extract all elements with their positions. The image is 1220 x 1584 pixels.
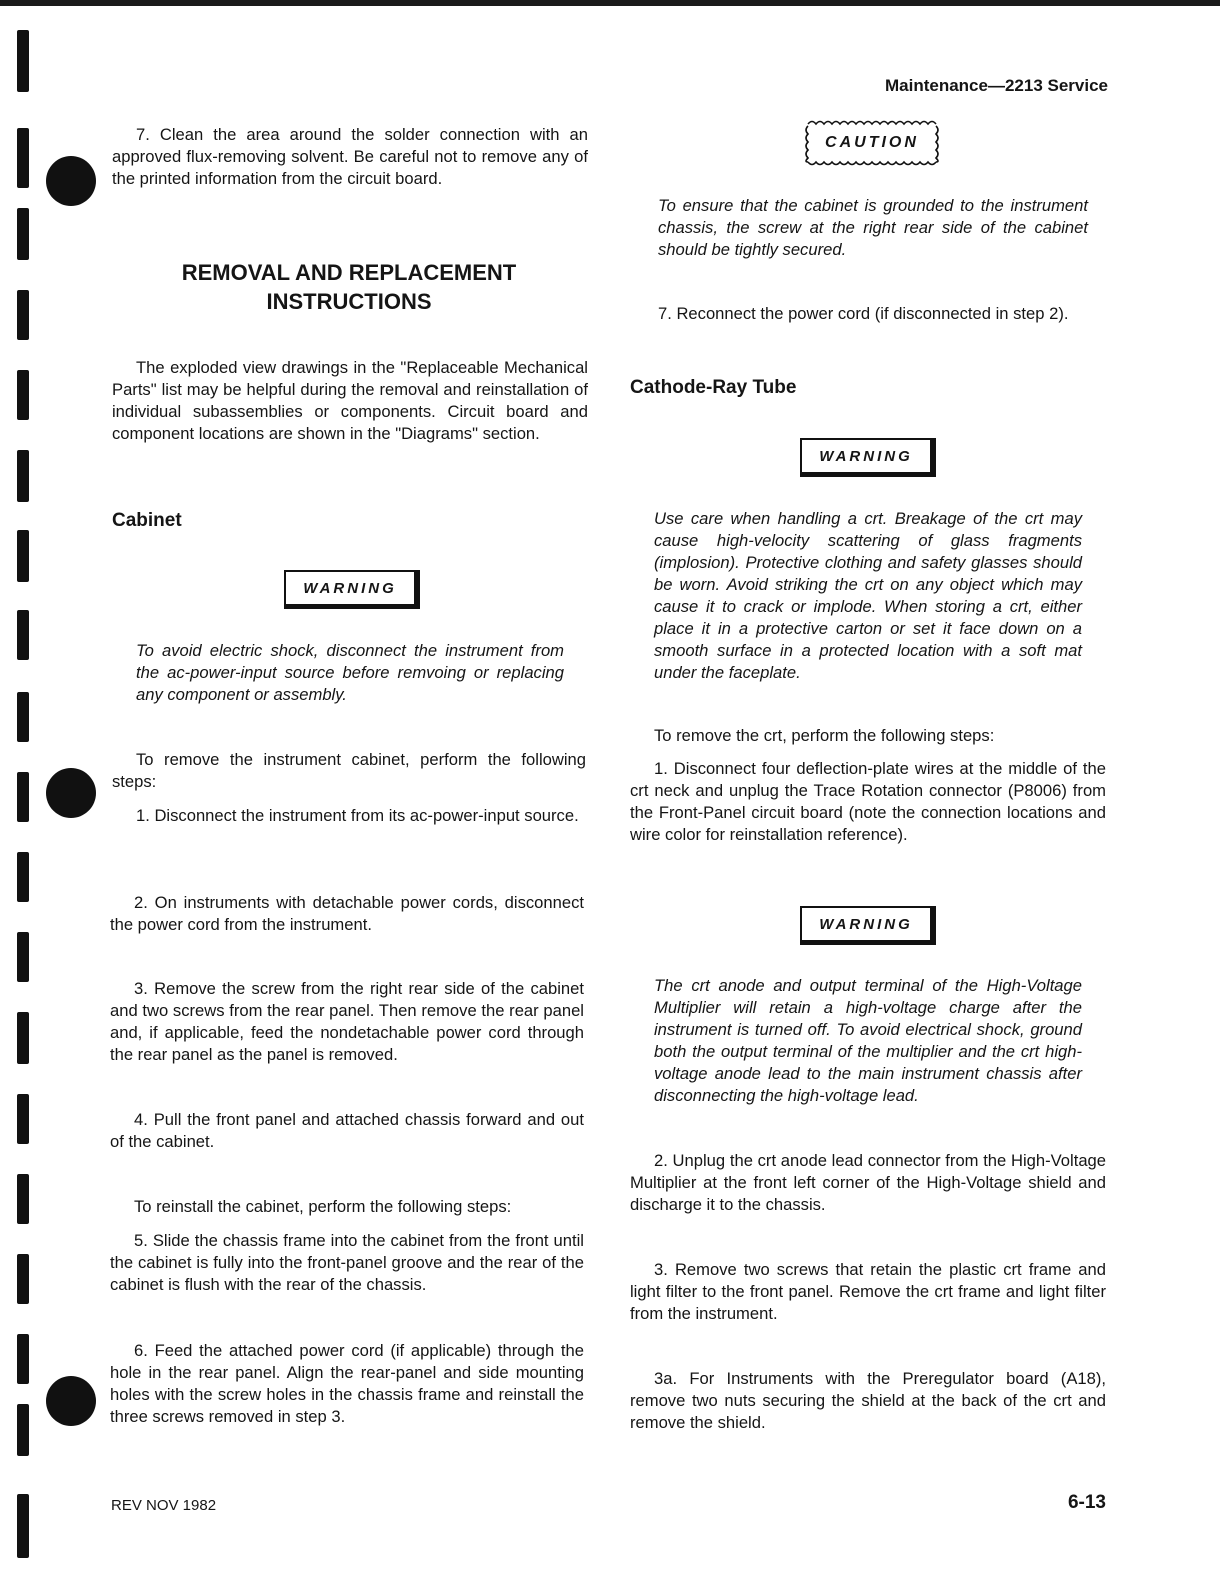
- section-title-line-1: REMOVAL AND REPLACEMENT: [181, 260, 517, 285]
- cabinet-step-3: 3. Remove the screw from the right rear side of the cabinet and two screws from the rear panel. Then remove the rear panel and, if applicable, feed the nondetachable power cord through the rear panel as the panel is removed.: [110, 979, 584, 1064]
- crt-warning-box-2: WARNING: [800, 906, 936, 945]
- crt-warning-box-1: WARNING: [800, 438, 936, 477]
- binder-hole: [46, 1376, 96, 1426]
- binder-bar: [17, 932, 29, 982]
- cabinet-warning-text: To avoid electric shock, disconnect the instrument from the ac-power-input source before remvoing or replacing any component or assembly.: [136, 641, 564, 704]
- binder-bar: [17, 370, 29, 420]
- crt-step-2: 2. Unplug the crt anode lead connector from the High-Voltage Multiplier at the front left corner of the High-Voltage shield and discharge it to the chassis.: [630, 1151, 1106, 1214]
- binder-bar: [17, 450, 29, 502]
- caution-text: To ensure that the cabinet is grounded to the instrument chassis, the screw at the right rear side of the cabinet should be tightly secured.: [658, 196, 1088, 259]
- binder-hole: [46, 768, 96, 818]
- caution-label: CAUTION: [825, 134, 919, 151]
- intro-paragraph: The exploded view drawings in the "Replaceable Mechanical Parts" list may be helpful during the removal and reinstallation of individual subassemblies or components. Circuit board and component locations are shown in the "Diagrams" section.: [112, 358, 588, 443]
- binder-bar: [17, 530, 29, 582]
- remove-cabinet-intro: To remove the instrument cabinet, perform the following steps:: [112, 750, 586, 791]
- binder-bar: [17, 1334, 29, 1384]
- page-number: 6-13: [1067, 1492, 1106, 1513]
- binder-bar: [17, 30, 29, 92]
- step-7-clean-paragraph: 7. Clean the area around the solder connection with an approved flux-removing solvent. Be careful not to remove any of the printed information from the circuit board.: [112, 125, 588, 188]
- caution-box: [804, 118, 940, 168]
- crt-remove-intro: To remove the crt, perform the following steps:: [654, 726, 995, 745]
- step-7-reconnect: 7. Reconnect the power cord (if disconnected in step 2).: [658, 304, 1069, 323]
- cabinet-heading: Cabinet: [112, 510, 182, 531]
- cabinet-step-4: 4. Pull the front panel and attached chassis forward and out of the cabinet.: [110, 1110, 584, 1151]
- binder-bar: [17, 128, 29, 188]
- page-header: Maintenance—2213 Service: [884, 76, 1108, 95]
- cabinet-step-6: 6. Feed the attached power cord (if applicable) through the hole in the rear panel. Align the rear-panel and side mounting holes with the screw holes in the chassis frame and reinstall the three screws removed in step 3.: [110, 1341, 584, 1426]
- crt-step-1: 1. Disconnect four deflection-plate wires at the middle of the crt neck and unplug the Trace Rotation connector (P8006) from the Front-Panel circuit board (note the connection locations and wire color for reinstallation reference).: [630, 759, 1106, 844]
- binder-bar: [17, 610, 29, 660]
- binder-bar: [17, 1254, 29, 1304]
- crt-warning-text-2: The crt anode and output terminal of the High-Voltage Multiplier will retain a high-voltage charge after the instrument is turned off. To avoid electrical shock, ground both the output terminal of the multiplier and the crt high-voltage anode lead to the main instrument chassis after disconnecting the high-voltage lead.: [654, 976, 1082, 1105]
- binder-bar: [17, 208, 29, 260]
- cabinet-warning-box: WARNING: [284, 570, 420, 609]
- binder-bar: [17, 852, 29, 902]
- reinstall-cabinet-intro: To reinstall the cabinet, perform the following steps:: [134, 1197, 512, 1216]
- crt-step-3a: 3a. For Instruments with the Preregulator board (A18), remove two nuts securing the shield at the back of the crt and remove the shield.: [630, 1369, 1106, 1432]
- cabinet-step-2: 2. On instruments with detachable power cords, disconnect the power cord from the instrument.: [110, 893, 584, 934]
- crt-step-3: 3. Remove two screws that retain the plastic crt frame and light filter to the front panel. Remove the crt frame and light filter from the instrument.: [630, 1260, 1106, 1323]
- binder-bar: [17, 1094, 29, 1144]
- section-title-line-2: INSTRUCTIONS: [266, 289, 432, 314]
- cabinet-step-5: 5. Slide the chassis frame into the cabinet from the front until the cabinet is fully into the front-panel groove and the rear of the cabinet is flush with the rear of the chassis.: [110, 1231, 584, 1294]
- binder-bar: [17, 772, 29, 822]
- binder-bar: [17, 1174, 29, 1224]
- binder-bar: [17, 1494, 29, 1558]
- binder-bar: [17, 1012, 29, 1064]
- footer-revision: REV NOV 1982: [111, 1497, 217, 1514]
- crt-heading: Cathode-Ray Tube: [630, 377, 797, 398]
- binder-bar: [17, 290, 29, 340]
- binder-bar: [17, 1404, 29, 1456]
- crt-warning-text-1: Use care when handling a crt. Breakage of the crt may cause high-velocity scattering of glass fragments (implosion). Protective clothing and safety glasses should be worn. Avoid striking the crt on any object which may cause it to crack or implode. When storing a crt, either place it in a protective carton or set it face down on a smooth surface in a protected location with a soft mat under the faceplate.: [654, 509, 1082, 682]
- section-title: [110, 258, 588, 316]
- binder-bar: [17, 692, 29, 742]
- cabinet-step-1: 1. Disconnect the instrument from its ac-power-input source.: [136, 806, 579, 825]
- binder-hole: [46, 156, 96, 206]
- page-top-edge: [0, 0, 1220, 6]
